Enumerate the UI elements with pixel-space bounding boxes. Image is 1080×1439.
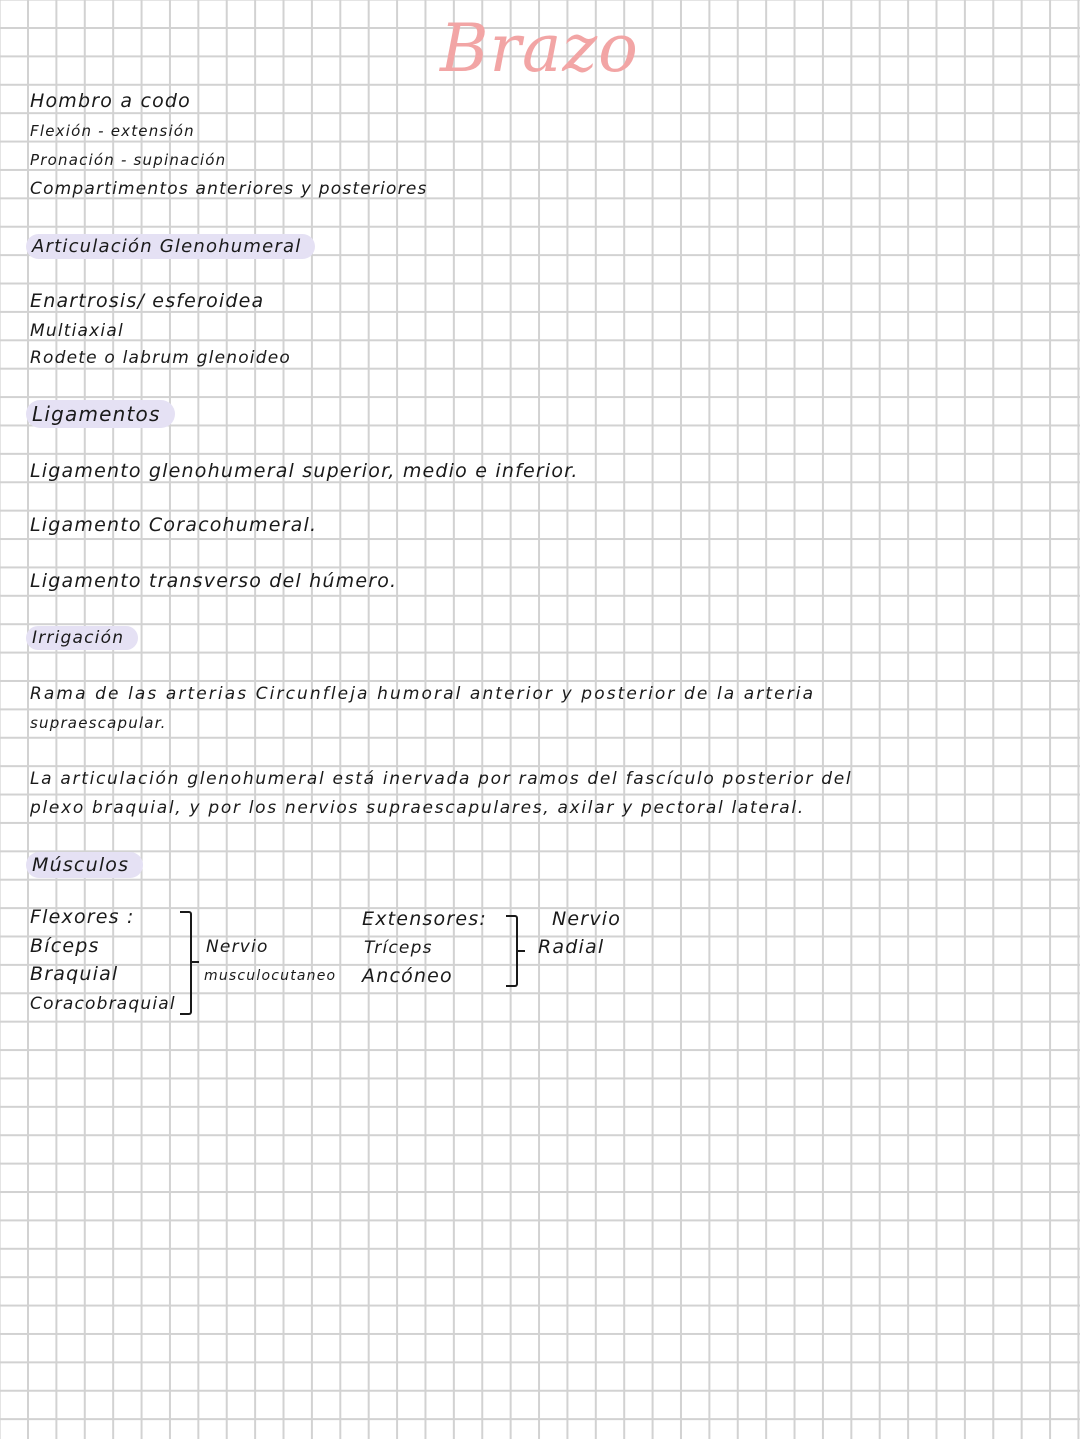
- paragraph-line: plexo braquial, y por los nervios supraescapulares, axilar y pectoral lateral.: [30, 798, 805, 818]
- paragraph-line: Rama de las arterias Circunfleja humoral anterior y posterior de la arteria: [30, 684, 816, 704]
- group-label: Flexores :: [30, 906, 135, 928]
- group-label: Extensores:: [362, 908, 487, 930]
- brace-icon: [180, 911, 192, 1015]
- paragraph-line: supraescapular.: [30, 714, 167, 732]
- muscle-item: Coracobraquial: [30, 994, 176, 1014]
- section-heading: Músculos: [26, 852, 143, 878]
- section-heading: Articulación Glenohumeral: [26, 234, 315, 259]
- section-line: Ligamento Coracohumeral.: [30, 514, 318, 536]
- section-line: Ligamento glenohumeral superior, medio e inferior.: [30, 460, 579, 482]
- section-line: Multiaxial: [30, 321, 124, 341]
- brace-icon: [506, 915, 518, 987]
- section-line: Rodete o labrum glenoideo: [30, 348, 291, 368]
- intro-line: Pronación - supinación: [30, 151, 227, 169]
- intro-line: Hombro a codo: [30, 90, 191, 112]
- nerve-label: Radial: [538, 936, 605, 958]
- muscle-item: Ancóneo: [362, 965, 453, 987]
- section-line: Enartrosis/ esferoidea: [30, 290, 265, 312]
- section-heading: Irrigación: [26, 626, 138, 650]
- intro-line: Flexión - extensión: [30, 122, 195, 140]
- intro-line: Compartimentos anteriores y posteriores: [30, 179, 428, 199]
- page-title: Brazo: [440, 10, 639, 87]
- muscle-item: Braquial: [30, 963, 119, 985]
- section-heading: Ligamentos: [26, 400, 175, 428]
- paragraph-line: La articulación glenohumeral está inervada por ramos del fascículo posterior del: [30, 769, 853, 789]
- nerve-label: Nervio: [552, 908, 622, 930]
- nerve-label: Nervio: [206, 937, 269, 957]
- nerve-label: musculocutaneo: [204, 968, 337, 984]
- muscle-item: Tríceps: [364, 938, 433, 958]
- section-line: Ligamento transverso del húmero.: [30, 570, 398, 592]
- muscle-item: Bíceps: [30, 935, 100, 957]
